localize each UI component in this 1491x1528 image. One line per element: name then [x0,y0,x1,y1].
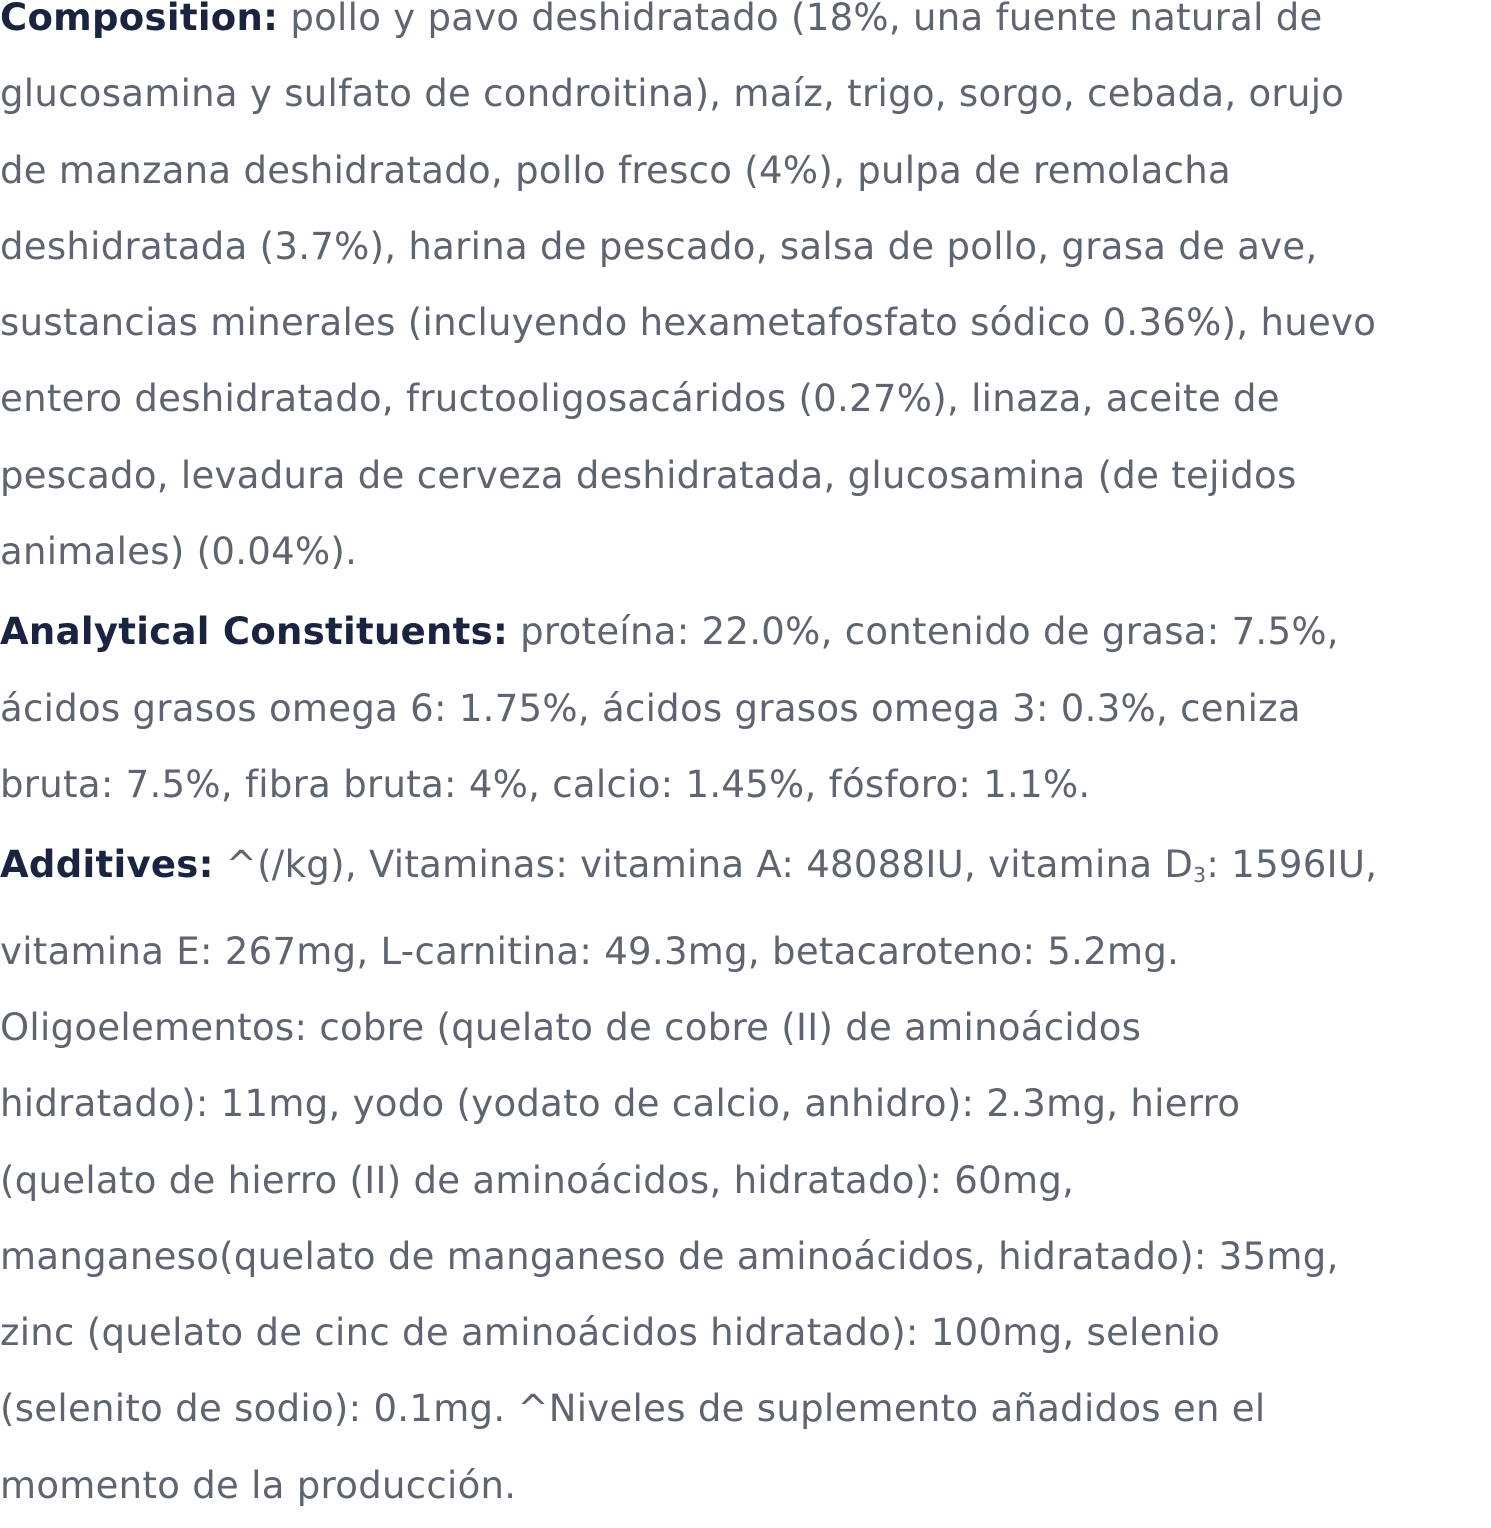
analytical-line-2: ácidos grasos omega 6: 1.75%, ácidos grasos omega 3: 0.3%, ceniza [0,686,1301,730]
composition-line-8: animales) (0.04%). [0,530,358,574]
additives-line-9: momento de la producción. [0,1463,517,1507]
composition-line-7: pescado, levadura de cerveza deshidratada, glucosamina (de tejidos [0,453,1297,497]
additives-line-4: hidratado): 11mg, yodo (yodato de calcio, anhidro): 2.3mg, hierro [0,1082,1241,1126]
analytical-label: Analytical Constituents: [0,610,509,654]
additives-label: Additives: [0,843,214,887]
additives-line-6: manganeso(quelato de manganeso de aminoácidos, hidratado): 35mg, [0,1234,1339,1278]
composition-text: pollo y pavo deshidratado (18%, una fuente natural de [278,0,1323,39]
additives-section [0,827,1491,1524]
additives-line-8: (selenito de sodio): 0.1mg. ^Niveles de suplemento añadidos en el [0,1387,1266,1431]
composition-line-2: glucosamina y sulfato de condroitina), maíz, trigo, sorgo, cebada, orujo [0,72,1345,116]
composition-line-1 [0,0,1491,56]
analytical-line-3: bruta: 7.5%, fibra bruta: 4%, calcio: 1.45%, fósforo: 1.1%. [0,762,1091,806]
additives-text-a: ^(/kg), Vitaminas: vitamina A: 48088IU, vitamina D [213,843,1194,887]
composition-line-5: sustancias minerales (incluyendo hexametafosfato sódico 0.36%), huevo [0,301,1377,345]
additives-line-2: vitamina E: 267mg, L-carnitina: 49.3mg, betacaroteno: 5.2mg. [0,929,1180,973]
additives-line-3: Oligoelementos: cobre (quelato de cobre (II) de aminoácidos [0,1005,1142,1049]
additives-line-7: zinc (quelato de cinc de aminoácidos hidratado): 100mg, selenio [0,1311,1221,1355]
additives-line-5: (quelato de hierro (II) de aminoácidos, hidratado): 60mg, [0,1158,1075,1202]
analytical-constituents-section [0,594,1491,823]
analytical-line-1 [0,594,1491,670]
composition-line-4: deshidratada (3.7%), harina de pescado, salsa de pollo, grasa de ave, [0,224,1318,268]
additives-text-b: : 1596IU, [1206,843,1378,887]
analytical-text: proteína: 22.0%, contenido de grasa: 7.5%, [508,610,1339,654]
additives-line-1 [0,827,1491,913]
composition-section [0,0,1491,590]
composition-label: Composition: [0,0,279,39]
composition-line-3: de manzana deshidratado, pollo fresco (4%), pulpa de remolacha [0,148,1231,192]
composition-line-6: entero deshidratado, fructooligosacáridos (0.27%), linaza, aceite de [0,377,1280,421]
subscript-3: 3 [1193,863,1207,888]
